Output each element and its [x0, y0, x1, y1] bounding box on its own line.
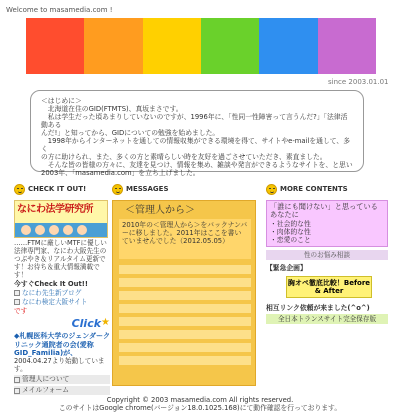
gid-family-notice[interactable]: ◆札幌医科大学のジェンダークリニック通院者の会(愛称GID_Familia)が、 — [14, 332, 110, 357]
intro-line: 私は学生だった頃あまりしていないのですが、1996年に、「性同一性障害って言うんだ?」「法律活動ある — [41, 113, 348, 130]
check-it-out-column — [14, 182, 110, 395]
check-cta: 今すぐCheck It Out!! — [14, 279, 88, 288]
link-box-icon — [14, 388, 20, 394]
message-line — [119, 343, 251, 352]
browser-note: このサイトはGoogle chrome(バージョン18.0.1025.168)にて動作確認を行っております。 — [58, 404, 342, 413]
message-line — [119, 291, 251, 300]
banner-title: なにわ法学研究所 — [17, 204, 93, 215]
mutual-link-notice: 相互リンク依頼が来ました(^o^) — [266, 303, 370, 312]
star-icon: ★ — [101, 316, 110, 328]
link-mail-form[interactable]: メイルフォーム — [14, 386, 110, 395]
check-description: ……FTMに厳しいMTFに優しい法律専門家、なにわ大阪先生のつぶやき＆リアルタイム更新です！お待ち＆重大情報満載です！ — [14, 239, 107, 279]
intro-line: んだ!」と知ってから、GIDについての勉強を始めました。 — [41, 129, 220, 138]
link-box-icon — [14, 377, 20, 383]
stripe-yellow — [143, 18, 201, 74]
naniwa-banner[interactable] — [14, 200, 108, 238]
link-about-admin[interactable]: 管理人について — [14, 375, 110, 384]
since-date: since 2003.01.01 — [328, 78, 389, 86]
smiley-icon — [266, 184, 277, 195]
consultation-item: ・肉体的な性 — [270, 227, 311, 236]
trans-site-archive-link[interactable]: 全日本トランスサイト完全保存版 — [266, 314, 388, 324]
copyright-text: Copyright © 2003 masamedia.com All rights reserved. — [106, 396, 294, 404]
more-contents-column — [266, 182, 392, 324]
consultation-item: ・恋愛のこと — [270, 235, 311, 244]
chest-surgery-comparison-link[interactable]: 胸オペ徹底比較！Before & After — [286, 276, 372, 298]
message-line — [119, 317, 251, 326]
intro-line: 1998年からインターネットを通しての情報収集ができる環境を得て、サイトやe-mailを通して、多く — [41, 137, 351, 154]
messages-lines — [119, 265, 251, 369]
intro-line: の方に助けられ、また、多くの方と素晴らしい時を友好を過ごさせていただき、素直ました。 — [41, 153, 327, 162]
messages-title: ＜管理人から＞ — [125, 205, 195, 216]
footer — [0, 396, 400, 413]
smiley-icon — [14, 184, 25, 195]
message-line — [119, 330, 251, 339]
check-it-out-heading: CHECK IT OUT! — [14, 182, 110, 196]
message-line — [119, 304, 251, 313]
urgent-project-label: 【緊急企画】 — [266, 264, 307, 273]
stripe-purple — [318, 18, 376, 74]
gid-family-date: 2004.04.27より始動しています。 — [14, 356, 105, 373]
message-line — [119, 278, 251, 287]
message-line — [119, 356, 251, 365]
messages-heading: MESSAGES — [112, 182, 258, 196]
consultation-item: ・社会的な性 — [270, 219, 311, 228]
messages-column — [112, 182, 258, 386]
link-box-icon — [14, 290, 20, 296]
stripe-green — [201, 18, 259, 74]
intro-line: ＜はじめに＞ — [41, 97, 82, 105]
stripe-red — [26, 18, 84, 74]
smiley-icon — [112, 184, 123, 195]
intro-line: 2003年、「masamedia.com」を立ち上げました。 — [41, 169, 200, 178]
link-naniwa-site[interactable]: なにわ検定大阪サイト — [14, 298, 110, 306]
message-line — [119, 265, 251, 274]
link-naniwa-blog[interactable]: なにわ先生新ブログ — [14, 289, 110, 297]
color-stripes-banner — [26, 18, 376, 74]
link-box-icon — [14, 299, 20, 305]
desu-text: です — [14, 307, 28, 316]
click-button[interactable]: Click — [71, 316, 102, 330]
consultation-title: 「誰にも聞けない」と思っているあなたに — [270, 202, 378, 220]
banner-illustration — [15, 223, 107, 237]
intro-line: 北海道在住のGID(FTMTS)、真坂まさです。 — [41, 105, 183, 114]
intro-box — [30, 90, 364, 178]
intro-line: そんな皆の皆様の方々に、友達を見つけ、情報を集め、雑談や発言ができるようなサイトを、と思い — [41, 161, 353, 170]
stripe-orange — [84, 18, 142, 74]
messages-box — [112, 200, 256, 386]
welcome-text: Welcome to masamedia.com ! — [6, 6, 113, 14]
click-button-wrap — [14, 317, 110, 331]
more-contents-heading: MORE CONTENTS — [266, 182, 392, 196]
consultation-link[interactable]: 性のお悩み相談 — [266, 250, 388, 260]
consultation-box[interactable] — [266, 200, 388, 247]
stripe-blue — [259, 18, 317, 74]
messages-text: 2010年の＜管理人から＞をバックナンバーに移しました。2011年はここを書いていませんでした（2012.05.05） — [119, 219, 251, 259]
